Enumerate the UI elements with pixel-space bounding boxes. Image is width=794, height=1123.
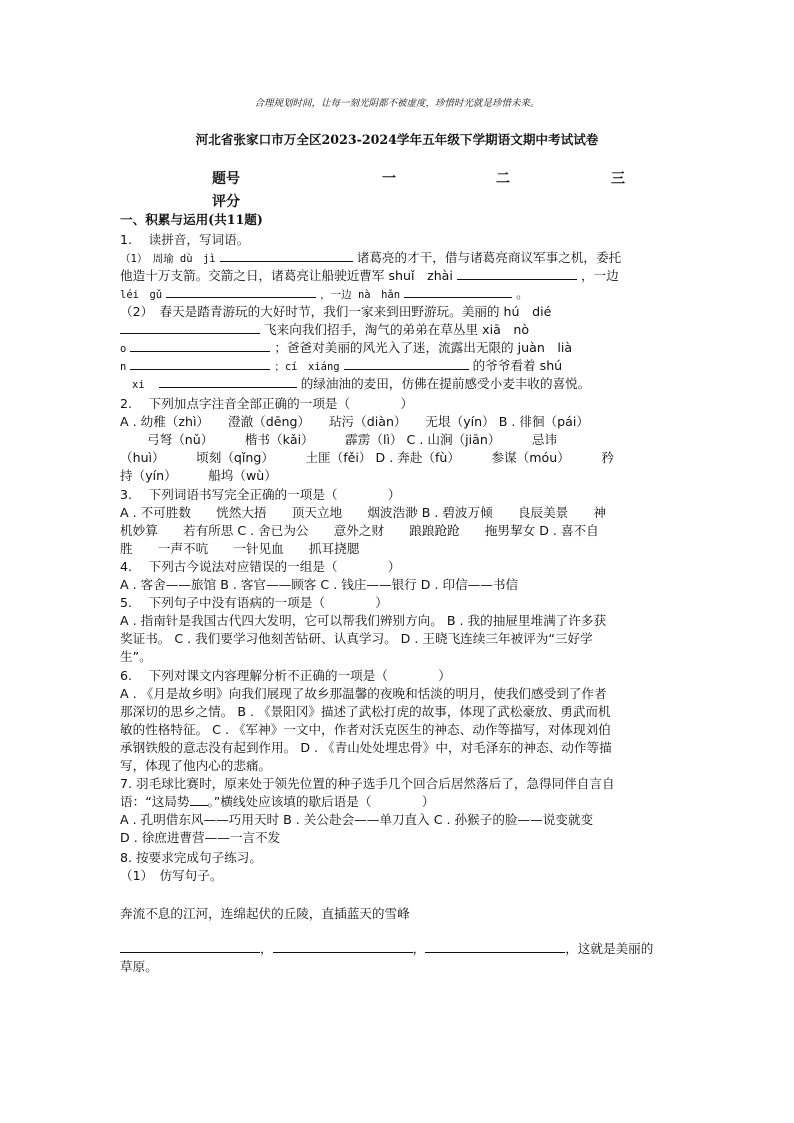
question-4-stem: 4. 下列古今说法对应错误的一组是（ ） xyxy=(120,559,401,574)
q1-text: ；cí xiáng xyxy=(274,361,340,373)
question-7-stem xyxy=(120,793,434,810)
q1-text: léi gǔ xyxy=(120,289,163,301)
answer-blank[interactable] xyxy=(130,339,270,352)
question-6-options[interactable]: A . 《月是故乡明》向我们展现了故乡那温馨的夜晚和恬淡的明月，使我们感受到了作者 xyxy=(120,686,607,701)
question-8-answer-line xyxy=(120,940,653,957)
question-1-line: （2） 春天是踏青游玩的大好时节，我们一家来到田野游玩。美丽的 hú dié xyxy=(120,304,552,319)
question-2-options[interactable]: 持（yín） 船坞（wù） xyxy=(120,468,277,483)
q1-text: ；爸爸对美丽的风光入了迷，流露出无限的 juàn lià xyxy=(274,340,573,355)
question-6-options[interactable]: 敏的性格特征。 C . 《军神》一文中，作者对沃克医生的神态、动作等描写，对体现刘伯 xyxy=(120,722,611,737)
question-2-stem: 2. 下列加点字注音全部正确的一项是（ ） xyxy=(120,396,414,411)
question-1-line xyxy=(120,339,572,358)
question-1-stem: 1. 读拼音，写词语。 xyxy=(120,232,250,247)
answer-blank[interactable] xyxy=(457,267,577,280)
question-8-stem: 8. 按要求完成句子练习。 xyxy=(120,850,262,865)
question-1-line xyxy=(120,321,529,338)
question-1-line xyxy=(120,285,529,304)
score-col-2: 二 xyxy=(496,171,510,187)
answer-blank[interactable] xyxy=(344,357,469,370)
question-3-options[interactable]: 机妙算 若有所思 C . 舍已为公 意外之财 踉踉跄跄 拖男挈女 D . 喜不自 xyxy=(120,523,599,538)
question-6-stem: 6. 下列对课文内容理解分析不正确的一项是（ ） xyxy=(120,668,451,683)
question-7-options[interactable]: D . 徐庶进曹营——一言不发 xyxy=(120,830,281,845)
question-1-line xyxy=(120,375,590,394)
answer-blank[interactable] xyxy=(190,793,208,806)
q7-text: 。”横线处应该填的歇后语是（ ） xyxy=(207,794,435,809)
question-3-stem: 3. 下列词语书写完全正确的一项是（ ） xyxy=(120,487,401,502)
question-1-line xyxy=(120,249,621,268)
question-1-line xyxy=(120,267,619,284)
q1-text: o xyxy=(120,343,127,355)
answer-blank[interactable] xyxy=(130,357,270,370)
question-5-options[interactable]: A . 指南针是我国古代四大发明，它可以帮我们辨别方向。 B . 我的抽屉里堆满了许多获 xyxy=(120,613,607,628)
question-8-example: 奔流不息的江河，连绵起伏的丘陵，直插蓝天的雪峰 xyxy=(120,906,410,921)
exam-title: 河北省张家口市万全区2023-2024学年五年级下学期语文期中考试试卷 xyxy=(195,132,599,147)
answer-blank[interactable] xyxy=(273,940,413,953)
question-7-options[interactable]: A . 孔明借东风——巧用天时 B . 关公赴会——单刀直入 C . 孙猴子的脸——说变就变 xyxy=(120,812,594,827)
question-3-options[interactable]: A . 不可胜数 恍然大捂 顶天立地 烟波浩渺 B . 碧波万倾 良辰美景 神 xyxy=(120,505,607,520)
question-6-options[interactable]: 写，体现了他内心的悲痛。 xyxy=(120,758,272,773)
question-5-stem: 5. 下列句子中没有语病的一项是（ ） xyxy=(120,595,388,610)
question-2-options[interactable]: A . 幼稚（zhì） 澄澈（dēng） 玷污（diàn） 无垠（yín） B . 徘徊（pái） xyxy=(120,414,589,429)
question-6-options[interactable]: 那深切的思乡之情。 B . 《景阳冈》描述了武松打虎的故事，体现了武松豪放、勇武而机 xyxy=(120,704,611,719)
q1-text: ，一边 nà hǎn xyxy=(320,289,401,301)
question-2-options[interactable]: 弓弩（nǔ） 楷书（kǎi） 霹雳（lì） C . 山涧（jiān） 忌讳 xyxy=(147,432,558,447)
score-col-3: 三 xyxy=(611,171,625,187)
question-2-options[interactable]: （huì） 顷刻（qǐng） 土匪（fěi） D . 奔赴（fù） 参谋（móu） 矜 xyxy=(120,450,614,465)
question-6-options[interactable]: 承钢铁般的意志没有起到作用。 D . 《青山处处埋忠骨》中，对毛泽东的神态、动作等描 xyxy=(120,740,612,755)
score-label: 评分 xyxy=(212,194,240,210)
q1-text: 诸葛亮的才干，借与诸葛亮商议军事之机，委托 xyxy=(356,250,622,265)
answer-blank[interactable] xyxy=(120,940,260,953)
answer-blank[interactable] xyxy=(425,940,565,953)
question-5-options[interactable]: 生”。 xyxy=(120,649,152,664)
q1-text: 飞来向我们招手，淘气的弟弟在草丛里 xiā nò xyxy=(264,322,530,337)
question-4-options[interactable]: A . 客舍——旅馆 B . 客官——顾客 C . 钱庄——银行 D . 印信——书信 xyxy=(120,577,519,592)
q1-text: ，一边 xyxy=(580,268,619,283)
q8-comma: ， xyxy=(412,941,426,956)
answer-blank[interactable] xyxy=(159,375,297,388)
q7-text: 语：“这局势 xyxy=(120,794,190,809)
question-1-line xyxy=(120,357,562,376)
answer-blank[interactable] xyxy=(220,249,353,262)
question-8-answer-line: 草原。 xyxy=(120,959,158,974)
section-heading: 一、积累与运用(共11题) xyxy=(120,212,263,227)
q1-text: xi xyxy=(132,379,145,391)
question-8-sub: （1） 仿写句子。 xyxy=(120,868,223,883)
answer-blank[interactable] xyxy=(166,285,316,298)
q1-text: 。 xyxy=(516,286,529,301)
score-row-label: 题号 xyxy=(212,171,240,187)
answer-blank[interactable] xyxy=(404,285,512,298)
q1-text: 的爷爷看着 shú xyxy=(472,358,563,373)
question-5-options[interactable]: 奖证书。 C . 我们要学习他刻苦钻研、认真学习。 D . 王晓飞连续三年被评为“三好学 xyxy=(120,631,593,646)
q1-text: （1） 周瑜 dù jì xyxy=(120,253,216,265)
q1-text: 他造十万支箭。交箭之日，诸葛亮让船驶近曹军 shuǐ zhài xyxy=(120,268,453,283)
answer-blank[interactable] xyxy=(120,321,260,334)
question-3-options[interactable]: 胜 一声不吭 一针见血 抓耳挠腮 xyxy=(120,541,360,556)
q1-text: n xyxy=(120,361,127,373)
q1-text: 的绿油油的麦田，仿佛在提前感受小麦丰收的喜悦。 xyxy=(300,376,591,391)
motto: 合理规划时间，让每一刻光阴都不被虚度，珍惜时光就是珍惜未来。 xyxy=(254,98,540,109)
q8-comma: ， xyxy=(260,941,273,956)
q8-text: ，这就是美丽的 xyxy=(565,941,654,956)
score-col-1: 一 xyxy=(382,171,396,187)
question-7-stem: 7. 羽毛球比赛时，原来处于领先位置的种子选手几个回合后居然落后了，急得同伴自言自 xyxy=(120,776,615,791)
